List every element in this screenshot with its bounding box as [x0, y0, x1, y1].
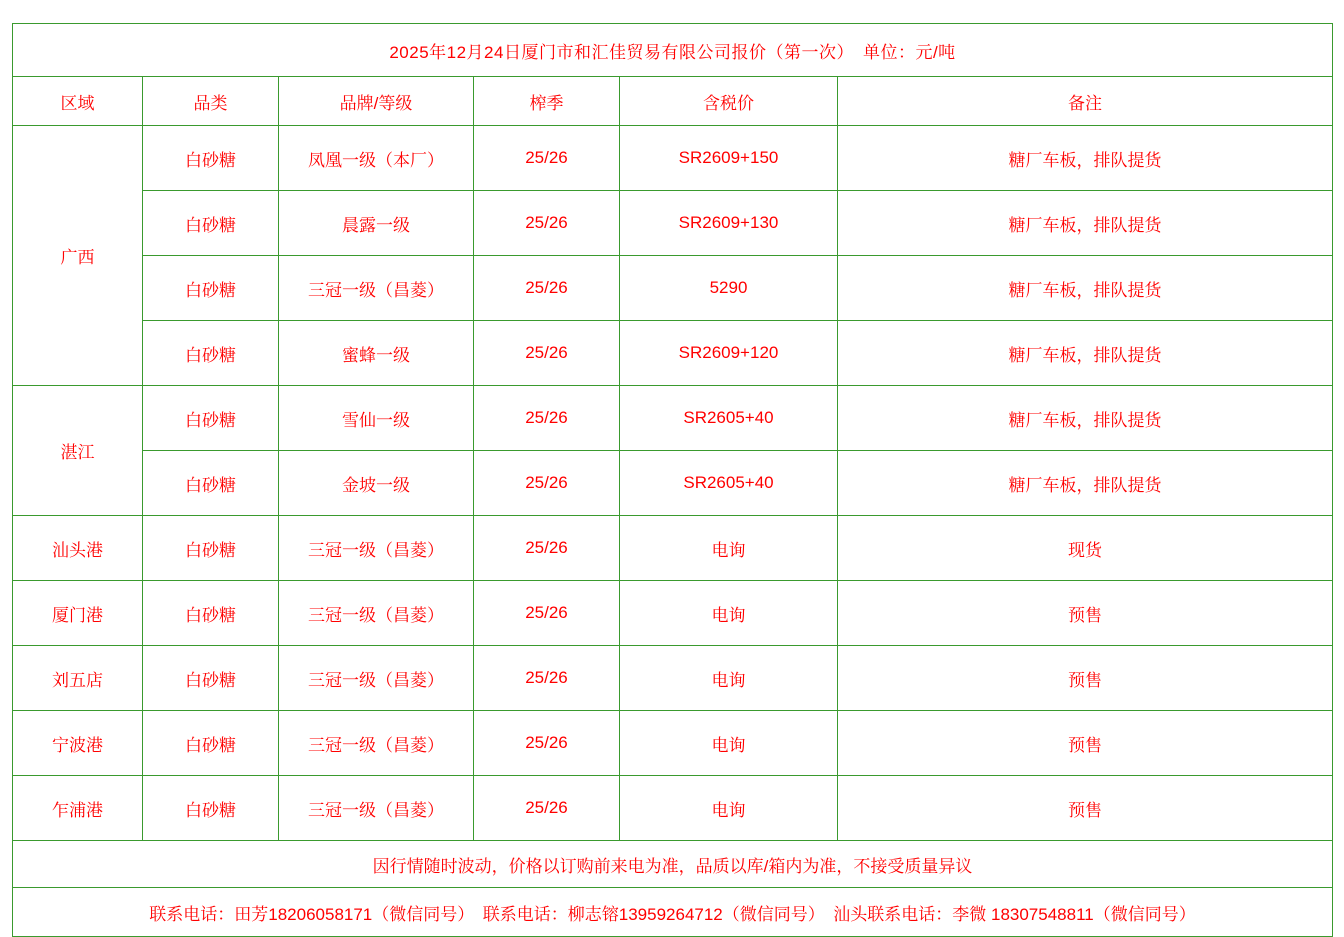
- cell-season: 25/26: [474, 711, 620, 776]
- cell-brand: 三冠一级（昌菱）: [279, 646, 474, 711]
- table-row: [13, 711, 1333, 776]
- cell-brand: 雪仙一级: [279, 386, 474, 451]
- cell-category: 白砂糖: [143, 386, 279, 451]
- table-row: [13, 581, 1333, 646]
- document-title: [13, 24, 1333, 77]
- cell-season: 25/26: [474, 321, 620, 386]
- column-header-region: 区域: [13, 77, 143, 126]
- cell-season: 25/26: [474, 126, 620, 191]
- title-row: [13, 24, 1333, 77]
- cell-category: 白砂糖: [143, 126, 279, 191]
- cell-brand: 三冠一级（昌菱）: [279, 516, 474, 581]
- cell-brand: 三冠一级（昌菱）: [279, 711, 474, 776]
- column-header-season: 榨季: [474, 77, 620, 126]
- cell-region: 广西: [13, 126, 143, 386]
- cell-season: 25/26: [474, 256, 620, 321]
- cell-brand: 三冠一级（昌菱）: [279, 776, 474, 841]
- table-row: [13, 386, 1333, 451]
- cell-remark: 糖厂车板，排队提货: [838, 386, 1333, 451]
- cell-remark: 现货: [838, 516, 1333, 581]
- cell-season: 25/26: [474, 386, 620, 451]
- column-header-price: 含税价: [620, 77, 838, 126]
- cell-price: SR2605+40: [620, 386, 838, 451]
- disclaimer-row: [13, 841, 1333, 888]
- cell-price: 电询: [620, 581, 838, 646]
- table-row: [13, 191, 1333, 256]
- cell-category: 白砂糖: [143, 516, 279, 581]
- column-header-brand: 品牌/等级: [279, 77, 474, 126]
- cell-category: 白砂糖: [143, 646, 279, 711]
- cell-season: 25/26: [474, 646, 620, 711]
- cell-category: 白砂糖: [143, 191, 279, 256]
- cell-brand: 晨露一级: [279, 191, 474, 256]
- cell-category: 白砂糖: [143, 581, 279, 646]
- column-header-remark: 备注: [838, 77, 1333, 126]
- table-row: [13, 321, 1333, 386]
- contact-row: [13, 888, 1333, 937]
- cell-category: 白砂糖: [143, 451, 279, 516]
- cell-category: 白砂糖: [143, 776, 279, 841]
- cell-price: 电询: [620, 516, 838, 581]
- cell-category: 白砂糖: [143, 321, 279, 386]
- cell-region: 汕头港: [13, 516, 143, 581]
- cell-price: SR2609+130: [620, 191, 838, 256]
- cell-region: 宁波港: [13, 711, 143, 776]
- table-header-row: [13, 77, 1333, 126]
- cell-remark: 糖厂车板，排队提货: [838, 126, 1333, 191]
- cell-category: 白砂糖: [143, 711, 279, 776]
- cell-category: 白砂糖: [143, 256, 279, 321]
- cell-remark: 糖厂车板，排队提货: [838, 451, 1333, 516]
- table-row: [13, 256, 1333, 321]
- cell-region: 厦门港: [13, 581, 143, 646]
- document-title-text: 2025年12月24日厦门市和汇佳贸易有限公司报价（第一次） 单位：元/吨: [389, 42, 956, 62]
- cell-brand: 蜜蜂一级: [279, 321, 474, 386]
- table-row: [13, 126, 1333, 191]
- table-row: [13, 646, 1333, 711]
- cell-brand: 三冠一级（昌菱）: [279, 581, 474, 646]
- cell-remark: 糖厂车板，排队提货: [838, 191, 1333, 256]
- cell-remark: 预售: [838, 581, 1333, 646]
- cell-price: SR2609+120: [620, 321, 838, 386]
- cell-season: 25/26: [474, 451, 620, 516]
- contact-text: 联系电话：田芳18206058171（微信同号） 联系电话：柳志镕13959264712（微信同号） 汕头联系电话：李微 18307548811（微信同号）: [13, 888, 1333, 937]
- cell-region: 湛江: [13, 386, 143, 516]
- cell-brand: 金坡一级: [279, 451, 474, 516]
- cell-season: 25/26: [474, 516, 620, 581]
- cell-brand: 凤凰一级（本厂）: [279, 126, 474, 191]
- table-row: [13, 516, 1333, 581]
- cell-price: SR2609+150: [620, 126, 838, 191]
- cell-region: 乍浦港: [13, 776, 143, 841]
- cell-remark: 预售: [838, 776, 1333, 841]
- cell-brand: 三冠一级（昌菱）: [279, 256, 474, 321]
- disclaimer-text: 因行情随时波动，价格以订购前来电为准，品质以库/箱内为准，不接受质量异议: [13, 841, 1333, 888]
- column-header-category: 品类: [143, 77, 279, 126]
- cell-remark: 糖厂车板，排队提货: [838, 321, 1333, 386]
- cell-price: 电询: [620, 776, 838, 841]
- cell-season: 25/26: [474, 776, 620, 841]
- cell-season: 25/26: [474, 191, 620, 256]
- price-table: [12, 23, 1333, 937]
- price-sheet: [12, 23, 1332, 937]
- cell-region: 刘五店: [13, 646, 143, 711]
- cell-remark: 预售: [838, 646, 1333, 711]
- cell-remark: 糖厂车板，排队提货: [838, 256, 1333, 321]
- table-row: [13, 776, 1333, 841]
- cell-price: 5290: [620, 256, 838, 321]
- cell-season: 25/26: [474, 581, 620, 646]
- cell-price: SR2605+40: [620, 451, 838, 516]
- table-body: [13, 24, 1333, 937]
- cell-remark: 预售: [838, 711, 1333, 776]
- table-row: [13, 451, 1333, 516]
- cell-price: 电询: [620, 646, 838, 711]
- cell-price: 电询: [620, 711, 838, 776]
